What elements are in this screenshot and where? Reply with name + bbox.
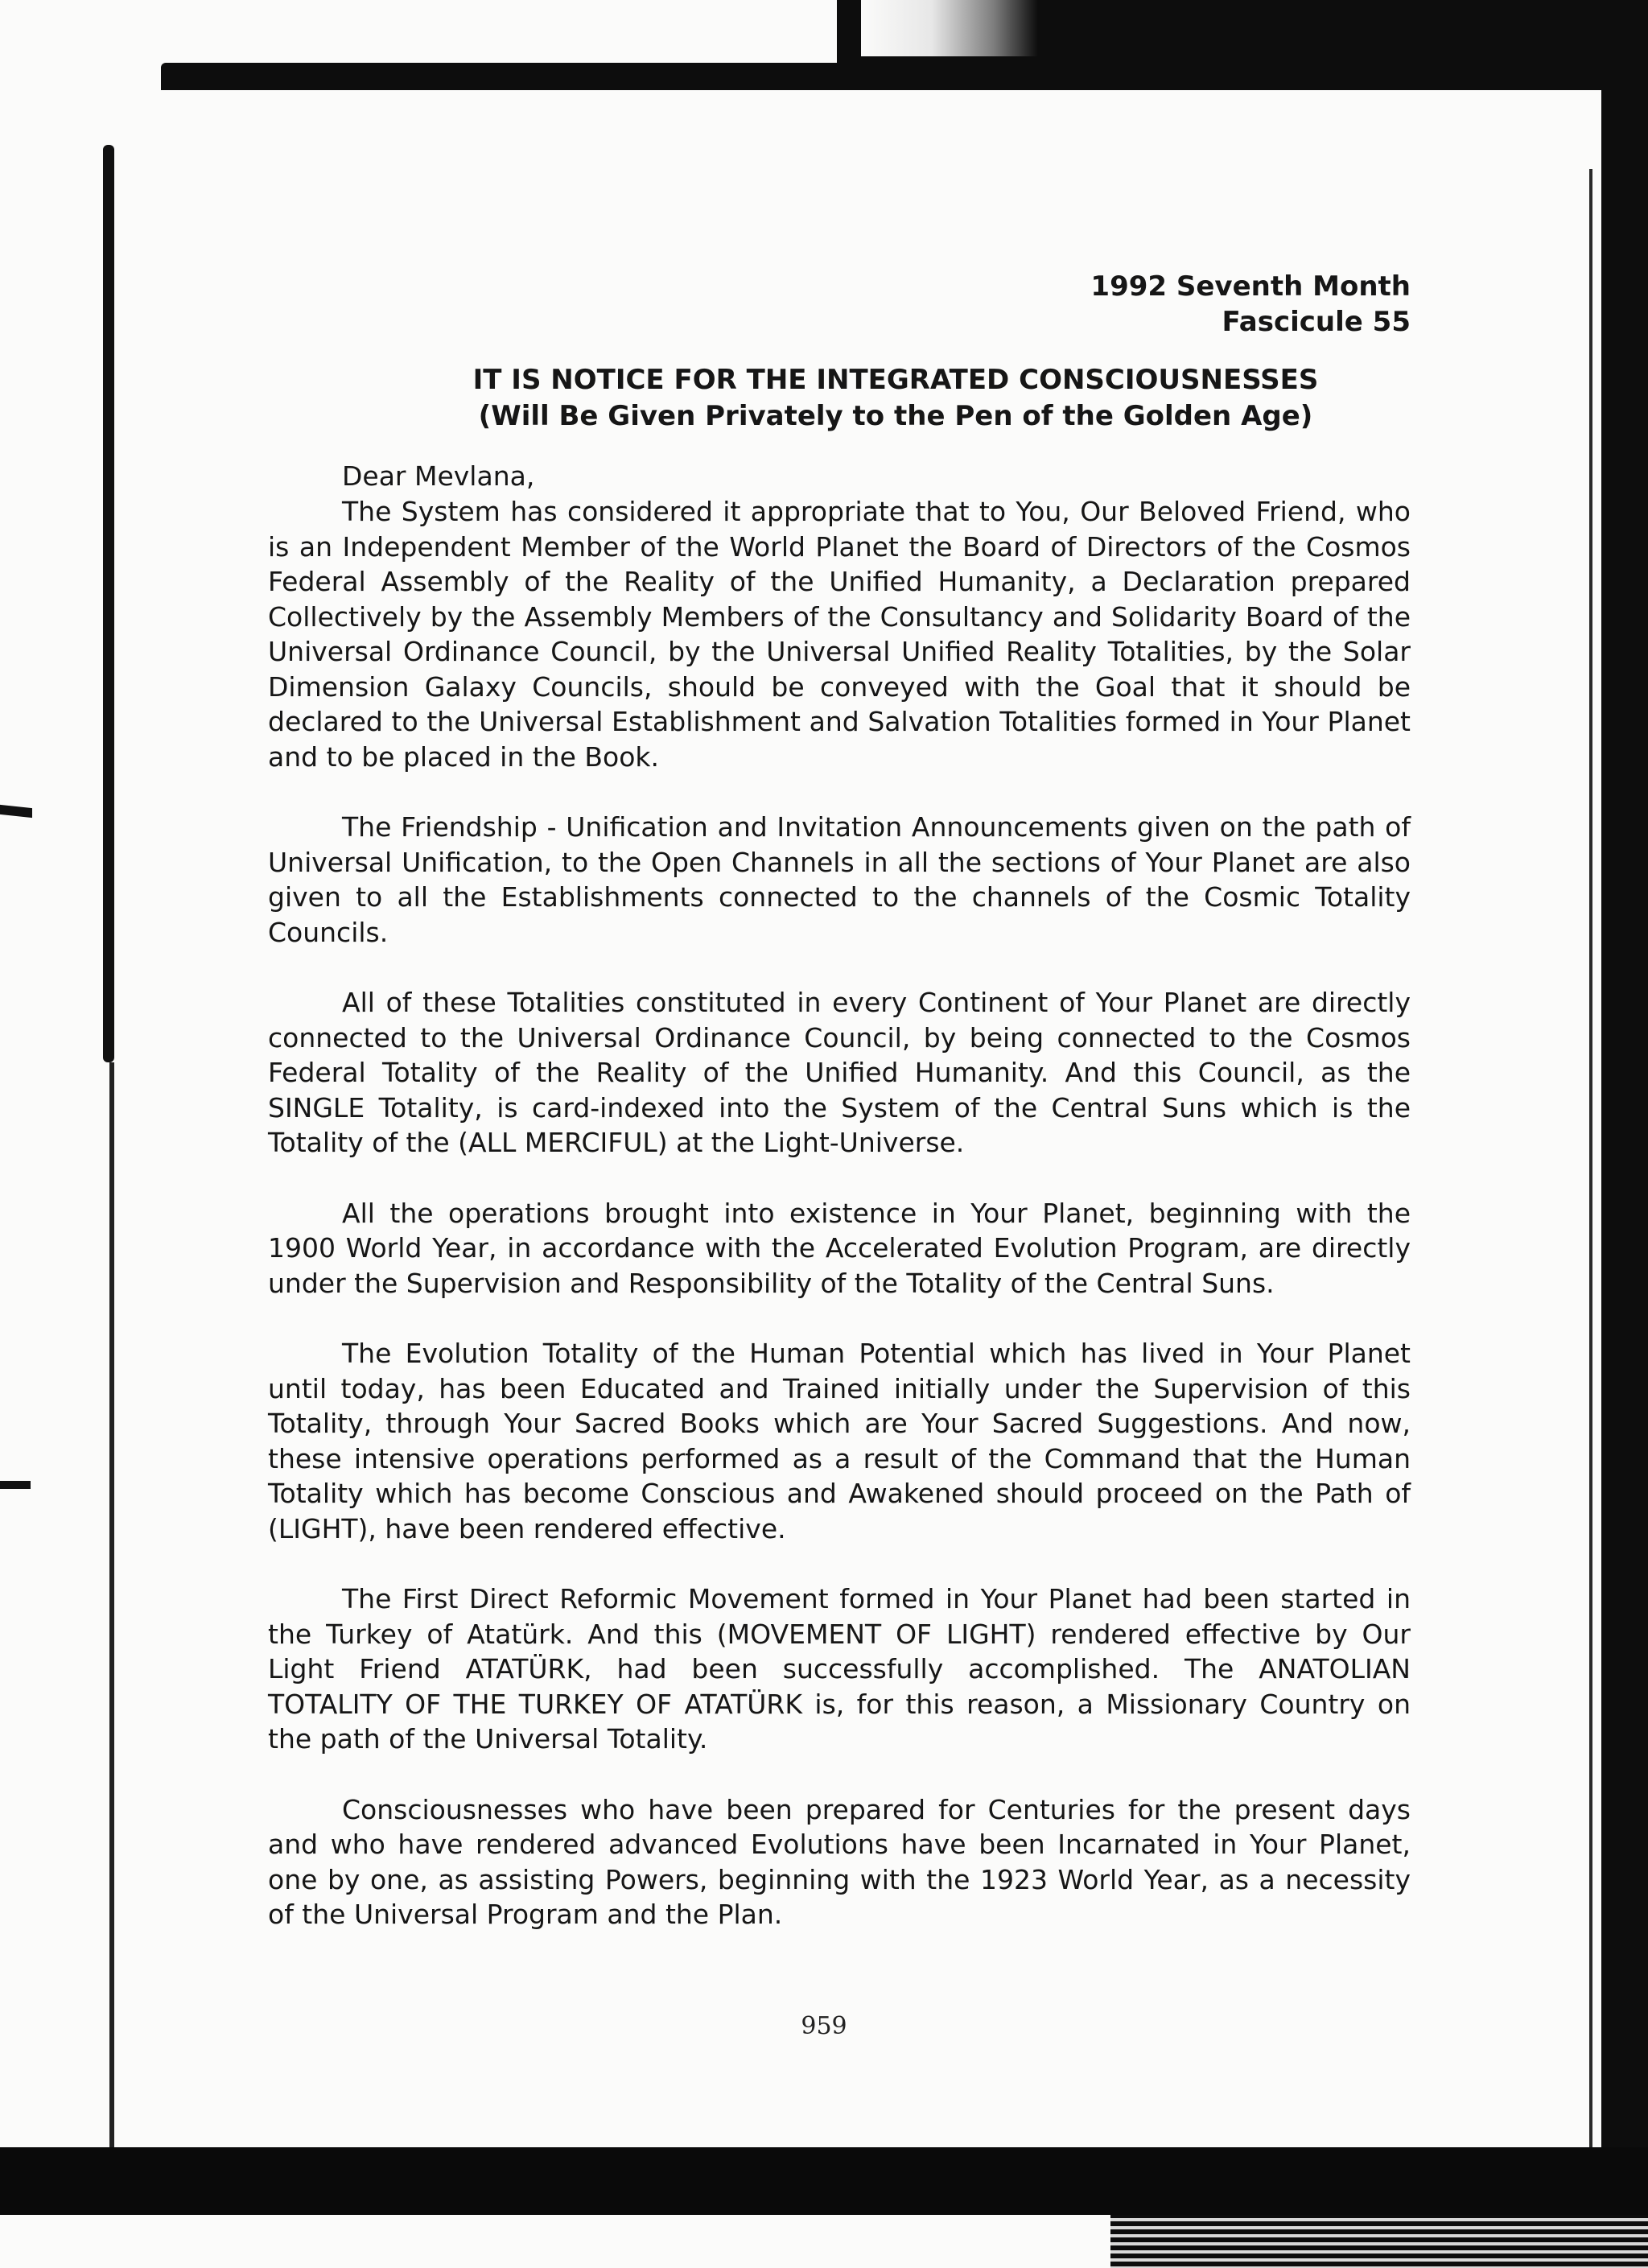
scan-border-right	[1601, 80, 1648, 2189]
document-title	[268, 362, 1411, 435]
paragraph-5: The Evolution Totality of the Human Potential which has lived in Your Planet until today, has been Educated and Trained initially under the Supervision of this Totality, through Your Sacred Books which are Your Sacred Suggestions. And now, these intensive operations performed as a result of the Command that the Human Totality which has become Conscious and Awakened should proceed on the Path of (LIGHT), have been rendered effective.	[268, 1338, 1411, 1544]
scan-border-right-line	[1589, 169, 1592, 2165]
date-header	[268, 269, 1411, 340]
page-number: 959	[801, 2012, 847, 2040]
scan-mark-left-upper	[0, 805, 32, 818]
paragraph-7: Consciousnesses who have been prepared for Centuries for the present days and who have rendered advanced Evolutions have been Incarnated in Your Planet, one by one, as assisting Powers, beginning with the 1923 World Year, as a necessity of the Universal Program and the Plan.	[268, 1793, 1411, 1930]
paragraph-3: All of these Totalities constituted in every Continent of Your Planet are directly connected to the Universal Ordinance Council, by being connected to the Cosmos Federal Totality of the Reality of the Unified Humanity. And this Council, as the SINGLE Totality, is card-indexed into the System of the Central Suns which is the Totality of the (ALL MERCIFUL) at the Light-Universe.	[268, 987, 1411, 1158]
date-line: 1992 Seventh Month	[1090, 270, 1411, 303]
scan-border-top	[161, 63, 1648, 90]
scan-mark-left-lower	[0, 1481, 31, 1489]
fascicule-line: Fascicule 55	[1222, 306, 1411, 338]
paragraph-1: The System has considered it appropriate that to You, Our Beloved Friend, who is an Independent Member of the World Planet the Board of Directors of the Cosmos Federal Assembly of the Reality of the Unified Humanity, a Declaration prepared Collectively by the Assembly Members of the Consultancy and Solidarity Board of the Universal Ordinance Council, by the Universal Unified Reality Totalities, by the Solar Dimension Galaxy Councils, should be conveyed with the Goal that it should be declared to the Universal Establishment and Salvation Totalities formed in Your Planet and to be placed in the Book.	[268, 496, 1411, 773]
paragraph-4: All the operations brought into existence in Your Planet, beginning with the 1900 World Year, in accordance with the Accelerated Evolution Program, are directly under the Supervision and Responsibility of the Totality of the Central Suns.	[268, 1197, 1411, 1299]
document-body	[268, 269, 1411, 1932]
title-line-1: IT IS NOTICE FOR THE INTEGRATED CONSCIOUSNESSES	[472, 364, 1319, 396]
scan-border-left-lower	[109, 1062, 114, 2157]
salutation: Dear Mevlana,	[342, 460, 535, 492]
paragraph-6: The First Direct Reformic Movement formed in Your Planet had been started in the Turkey of Atatürk. And this (MOVEMENT OF LIGHT) rendered effective by Our Light Friend ATATÜRK, had been successfully accomplished. The ANATOLIAN TOTALITY OF THE TURKEY OF ATATÜRK is, for this reason, a Missionary Country on the path of the Universal Totality.	[268, 1583, 1411, 1755]
scan-border-bottom	[0, 2147, 1648, 2215]
paragraph-2: The Friendship - Unification and Invitation Announcements given on the path of Universal Unification, to the Open Channels in all the sections of Your Planet are also given to all the Establishments connected to the channels of the Cosmic Totality Councils.	[268, 811, 1411, 948]
title-line-2: (Will Be Given Privately to the Pen of the Golden Age)	[478, 400, 1313, 432]
scan-border-left	[103, 145, 114, 1062]
